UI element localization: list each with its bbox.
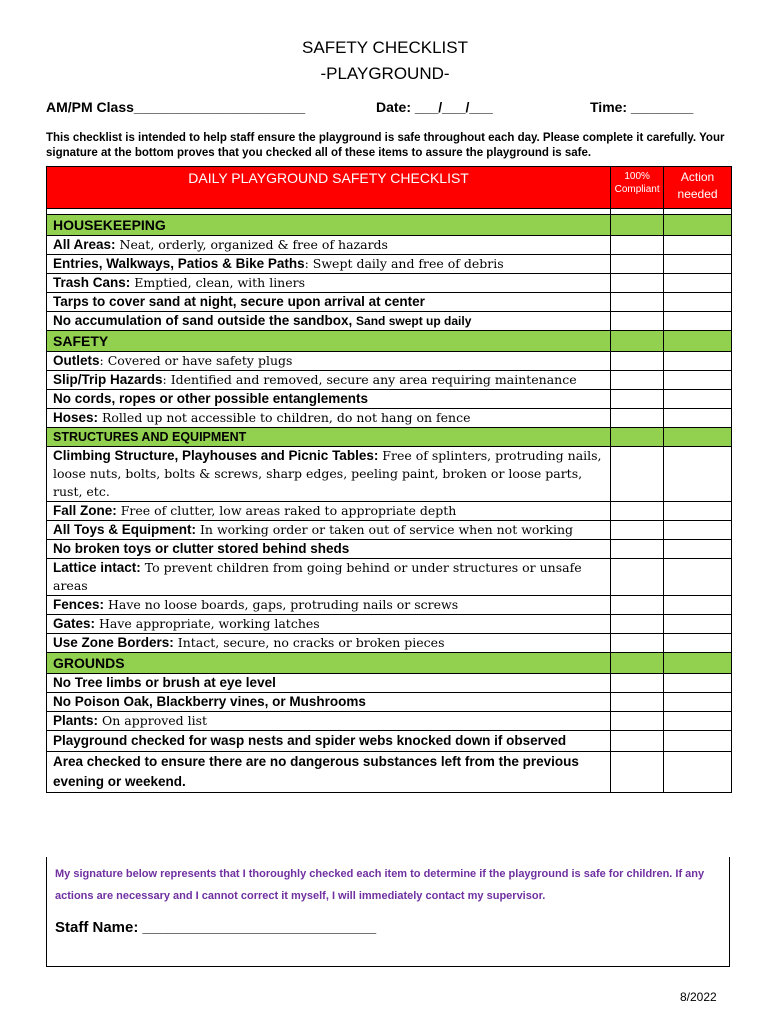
compliant-cell[interactable] [611,312,664,331]
action-cell[interactable] [664,712,732,731]
checklist-row [47,312,732,331]
checklist-row [47,255,732,274]
compliant-cell[interactable] [611,293,664,312]
action-cell[interactable] [664,693,732,712]
item-label: No broken toys or clutter stored behind sheds [53,541,350,556]
checklist-row [47,615,732,634]
compliant-cell[interactable] [611,236,664,255]
action-cell[interactable] [664,615,732,634]
action-cell[interactable] [664,409,732,428]
action-cell[interactable] [664,540,732,559]
compliant-cell[interactable] [611,596,664,615]
item-label: Trash Cans: [53,275,131,290]
compliant-cell[interactable] [611,390,664,409]
compliant-cell[interactable] [611,274,664,293]
item-description: Neat, orderly, organized & free of hazards [115,237,388,252]
item-label: Fall Zone: [53,503,117,518]
checklist-title: DAILY PLAYGROUND SAFETY CHECKLIST [47,167,611,209]
compliant-cell[interactable] [611,731,664,752]
checklist-row [47,409,732,428]
checklist-row [47,559,732,596]
item-label: Playground checked for wasp nests and spider webs knocked down if observed [53,733,567,748]
checklist-row [47,540,732,559]
item-label: Slip/Trip Hazards [53,372,163,387]
item-label: Entries, Walkways, Patios & Bike Paths [53,256,305,271]
compliant-cell[interactable] [611,331,664,352]
checklist-row [47,674,732,693]
checklist-row [47,236,732,255]
section-housekeeping [47,215,732,236]
action-cell[interactable] [664,596,732,615]
compliant-cell[interactable] [611,693,664,712]
document-title: SAFETY CHECKLIST [302,38,468,57]
compliant-cell[interactable] [611,255,664,274]
item-description: Rolled up not accessible to children, do not hang on fence [98,410,471,425]
checklist-row [47,502,732,521]
item-description: Sand swept up daily [356,314,472,328]
checklist-row [47,352,732,371]
action-cell[interactable] [664,293,732,312]
item-label: All Areas: [53,237,116,252]
item-label: Gates: [53,616,96,631]
compliant-cell[interactable] [611,634,664,653]
class-field[interactable]: AM/PM Class______________________ [46,99,306,115]
checklist-row [47,447,732,502]
item-description: To prevent children from going behind or under structures or unsafe areas [53,560,582,593]
item-description: Have appropriate, working latches [95,616,320,631]
item-label: Plants: [53,713,99,728]
item-description: Intact, secure, no cracks or broken pieces [173,635,445,650]
compliant-cell[interactable] [611,502,664,521]
compliant-cell[interactable] [611,215,664,236]
action-cell[interactable] [664,312,732,331]
staff-name-field[interactable]: Staff Name: ____________________________ [55,919,377,936]
action-cell[interactable] [664,236,732,255]
compliant-cell[interactable] [611,428,664,447]
section-structures [47,428,732,447]
compliant-cell[interactable] [611,752,664,793]
compliant-cell[interactable] [611,409,664,428]
compliant-column-header: 100% Compliant [611,167,664,209]
checklist-row [47,390,732,409]
checklist-row [47,731,732,752]
action-cell[interactable] [664,521,732,540]
item-description: Free of splinters, protruding nails, loose nuts, bolts, bolts & screws, sharp edges, peeling paint, broken or loose parts, rust, etc. [53,448,602,499]
action-cell[interactable] [664,255,732,274]
action-cell[interactable] [664,731,732,752]
action-cell[interactable] [664,559,732,596]
compliant-cell[interactable] [611,615,664,634]
item-label: Outlets [53,353,100,368]
action-cell[interactable] [664,674,732,693]
section-title: STRUCTURES AND EQUIPMENT [47,428,611,447]
signature-statement: My signature below represents that I thoroughly checked each item to determine if the playground is safe for children. If any actions are necessary and I cannot correct it myself, I will immediately contact my supervisor. [55,868,705,902]
item-description: : Covered or have safety plugs [99,353,293,368]
item-label: All Toys & Equipment: [53,522,197,537]
compliant-cell[interactable] [611,371,664,390]
action-cell[interactable] [664,371,732,390]
document-subtitle: -PLAYGROUND- [320,64,450,83]
item-description: Free of clutter, low areas raked to appropriate depth [116,503,457,518]
item-description: : Swept daily and free of debris [304,256,504,271]
time-field[interactable]: Time: ________ [590,99,694,115]
item-description: : Identified and removed, secure any area requiring maintenance [162,372,577,387]
action-cell[interactable] [664,502,732,521]
compliant-cell[interactable] [611,352,664,371]
section-title: SAFETY [47,331,611,352]
item-description: In working order or taken out of service when not working [196,522,574,537]
compliant-cell[interactable] [611,674,664,693]
item-description: On approved list [98,713,208,728]
item-description: Emptied, clean, with liners [130,275,306,290]
action-cell[interactable] [664,390,732,409]
compliant-cell[interactable] [611,447,664,502]
checklist-row [47,693,732,712]
item-label: No cords, ropes or other possible entanglements [53,391,369,406]
checklist-table [46,166,732,793]
item-label: Fences: [53,597,105,612]
checklist-row [47,596,732,615]
checklist-header-row [47,167,732,209]
checklist-row [47,752,732,793]
compliant-cell[interactable] [611,712,664,731]
checklist-row [47,293,732,312]
action-cell[interactable] [664,274,732,293]
action-column-header: Action needed [664,167,732,209]
item-description: Have no loose boards, gaps, protruding nails or screws [104,597,459,612]
action-cell[interactable] [664,634,732,653]
item-label: No accumulation of sand outside the sandbox, [53,313,357,328]
action-cell[interactable] [664,653,732,674]
compliant-cell[interactable] [611,559,664,596]
compliant-cell[interactable] [611,521,664,540]
item-label: No Tree limbs or brush at eye level [53,675,276,690]
section-title: HOUSEKEEPING [47,215,611,236]
checklist-row [47,274,732,293]
item-label: Climbing Structure, Playhouses and Picnic Tables: [53,448,379,463]
item-label: Tarps to cover sand at night, secure upon arrival at center [53,294,425,309]
action-cell[interactable] [664,428,732,447]
intro-text: This checklist is intended to help staff ensure the playground is safe throughout each day. Please complete it carefully. Your signature at the bottom proves that you checked all of these items to assure the playground is safe. [46,132,725,159]
item-label: Use Zone Borders: [53,635,174,650]
action-cell[interactable] [664,447,732,502]
section-safety [47,331,732,352]
action-cell[interactable] [664,331,732,352]
item-label: Hoses: [53,410,99,425]
footer-date: 8/2022 [680,990,717,1004]
checklist-row [47,712,732,731]
checklist-row [47,634,732,653]
item-label: No Poison Oak, Blackberry vines, or Mushrooms [53,694,366,709]
date-field[interactable]: Date: ___/___/___ [376,99,493,115]
section-title: GROUNDS [47,653,611,674]
compliant-cell[interactable] [611,653,664,674]
action-cell[interactable] [664,352,732,371]
action-cell[interactable] [664,752,732,793]
section-grounds [47,653,732,674]
item-label: Area checked to ensure there are no dangerous substances left from the previous evening or weekend. [53,754,579,789]
action-cell[interactable] [664,215,732,236]
compliant-cell[interactable] [611,540,664,559]
checklist-row [47,521,732,540]
signature-box [46,857,730,967]
checklist-row [47,371,732,390]
item-label: Lattice intact: [53,560,141,575]
